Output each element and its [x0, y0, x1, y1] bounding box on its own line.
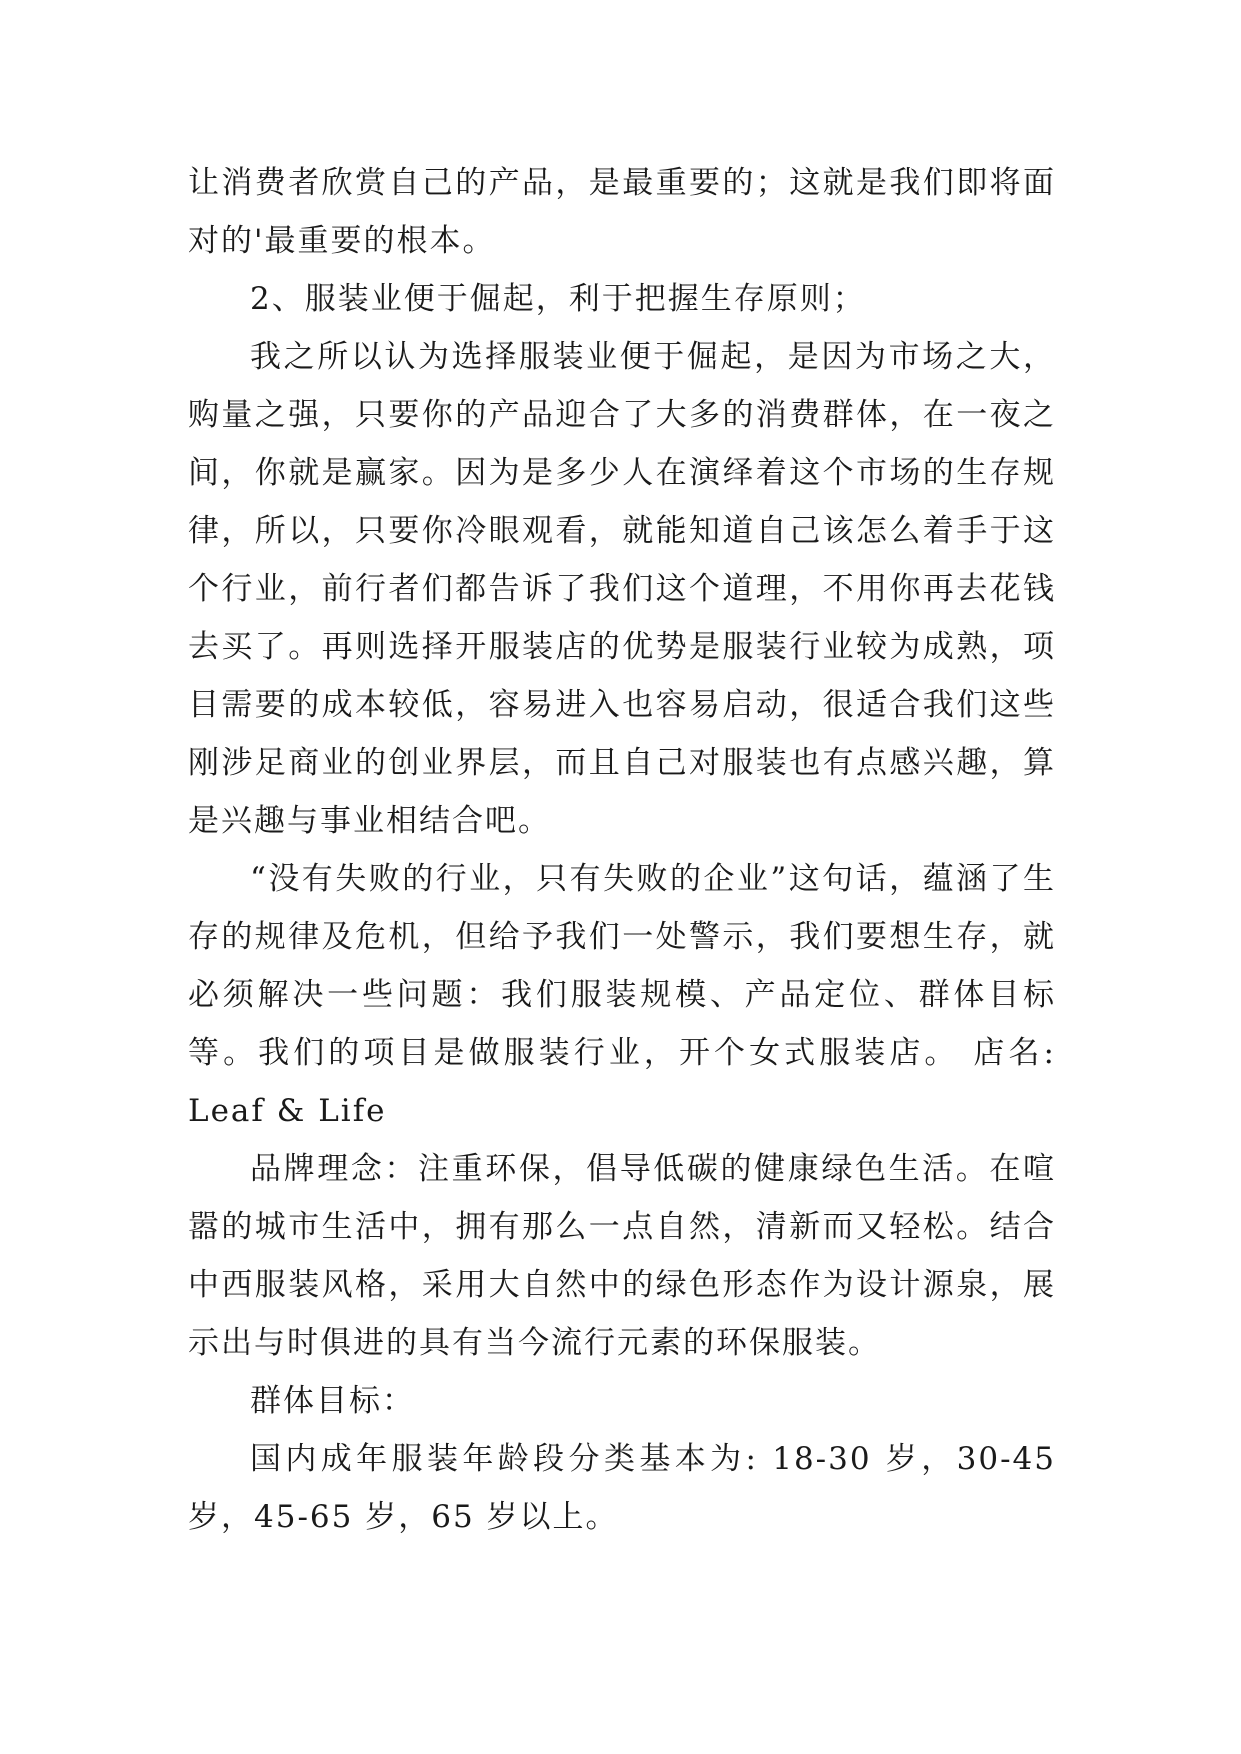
paragraph-2: 2、服装业便于倔起，利于把握生存原则；	[250, 281, 866, 317]
paragraph-7: 国内成年服装年龄段分类基本为: 18-30 岁，30-45 岁，45-65 岁，65 岁以上。	[188, 1441, 1056, 1535]
paragraph-3: 我之所以认为选择服装业便于倔起，是因为市场之大，购量之强，只要你的产品迎合了大多的消费群体，在一夜之间，你就是赢家。因为是多少人在演绎着这个市场的生存规律，所以，只要你冷眼观看，就能知道自己该怎么着手于这个行业，前行者们都告诉了我们这个道理，不用你再去花钱去买了。再则选择开服装店的优势是服装行业较为成熟，项目需要的成本较低，容易进入也容易启动，很适合我们这些刚涉足商业的创业界层，而且自己对服装也有点感兴趣，算是兴趣与事业相结合吧。	[188, 339, 1056, 839]
document-body	[188, 154, 1056, 1546]
paragraph-5: 品牌理念：注重环保，倡导低碳的健康绿色生活。在喧嚣的城市生活中，拥有那么一点自然，清新而又轻松。结合中西服装风格，采用大自然中的绿色形态作为设计源泉，展示出与时俱进的具有当今流行元素的环保服装。	[188, 1151, 1056, 1361]
paragraph-6: 群体目标：	[250, 1383, 415, 1419]
paragraph-1: 让消费者欣赏自己的产品，是最重要的；这就是我们即将面对的'最重要的根本。	[188, 165, 1056, 259]
paragraph-4: “没有失败的行业，只有失败的企业”这句话，蕴涵了生存的规律及危机，但给予我们一处警示，我们要想生存，就必须解决一些问题：我们服装规模、产品定位、群体目标等。我们的项目是做服装行业，开个女式服装店。 店名: Leaf & Life	[188, 861, 1056, 1129]
